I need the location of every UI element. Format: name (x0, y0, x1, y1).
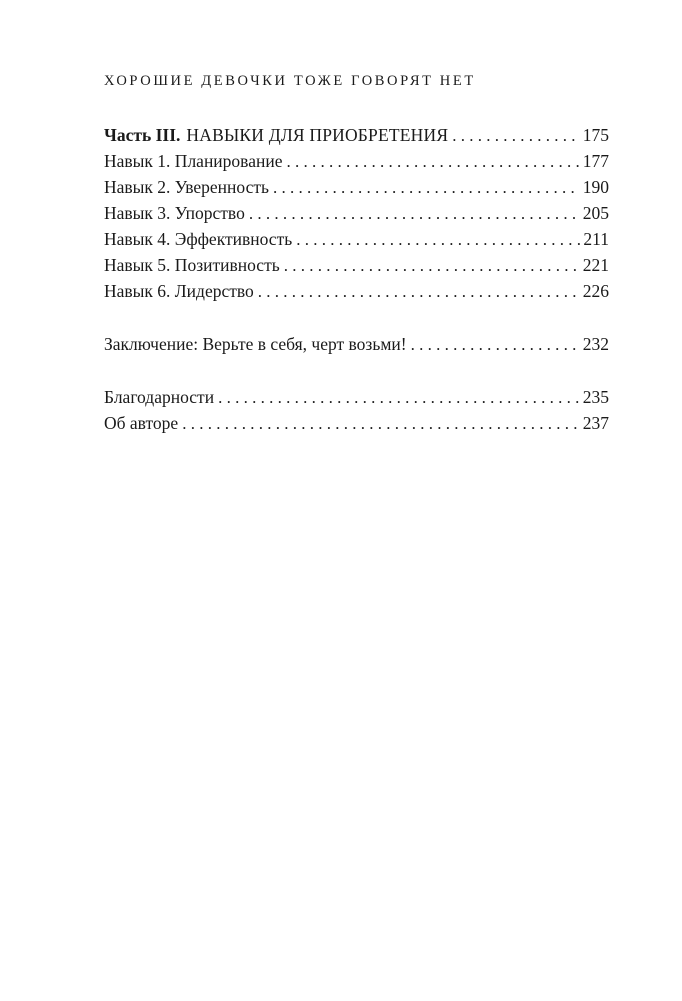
toc-entry-skill-3[interactable] (104, 200, 609, 226)
entry-title: Навык 2. Уверенность (104, 177, 269, 197)
dot-leader (284, 253, 580, 279)
page-number: 177 (582, 151, 609, 171)
dot-leader (452, 123, 580, 149)
entry-title: Навык 1. Планирование (104, 151, 283, 171)
toc-entry-skill-2[interactable] (104, 174, 609, 200)
page-number: 190 (582, 177, 609, 197)
toc-entry-acknowledgements[interactable] (104, 384, 609, 410)
dot-leader (286, 149, 579, 175)
table-of-contents (104, 122, 609, 436)
page-number: 226 (582, 281, 609, 301)
entry-title: Об авторе (104, 413, 179, 433)
toc-entry-skill-5[interactable] (104, 252, 609, 278)
page-number: 175 (582, 125, 609, 145)
dot-leader (218, 385, 580, 411)
entry-title: Навык 3. Упорство (104, 203, 245, 223)
page-number: 221 (582, 255, 609, 275)
entry-title: Благодарности (104, 387, 215, 407)
page-number: 205 (582, 203, 609, 223)
toc-entry-skill-4[interactable] (104, 226, 609, 252)
entry-title: Навык 5. Позитивность (104, 255, 280, 275)
dot-leader (296, 227, 580, 253)
running-head: ХОРОШИЕ ДЕВОЧКИ ТОЖЕ ГОВОРЯТ НЕТ (104, 73, 476, 89)
dot-leader (411, 332, 580, 358)
dot-leader (249, 201, 580, 227)
page-number: 232 (582, 334, 609, 354)
dot-leader (258, 279, 580, 305)
toc-entry-about-author[interactable] (104, 410, 609, 436)
toc-entry-conclusion[interactable] (104, 331, 609, 357)
page-number: 235 (582, 387, 609, 407)
entry-title: Заключение: Верьте в себя, черт возьми! (104, 334, 407, 354)
toc-entry-skill-1[interactable] (104, 148, 609, 174)
entry-title: Навык 6. Лидерство (104, 281, 254, 301)
page-number: 211 (583, 229, 609, 249)
dot-leader (182, 411, 580, 437)
page-number: 237 (582, 413, 609, 433)
part-label: Часть III. (104, 125, 181, 145)
toc-entry-skill-6[interactable] (104, 278, 609, 304)
toc-entry-part-3[interactable] (104, 122, 609, 148)
entry-title: Навык 4. Эффективность (104, 229, 293, 249)
dot-leader (273, 175, 580, 201)
part-title: НАВЫКИ ДЛЯ ПРИОБРЕТЕНИЯ (186, 125, 449, 145)
